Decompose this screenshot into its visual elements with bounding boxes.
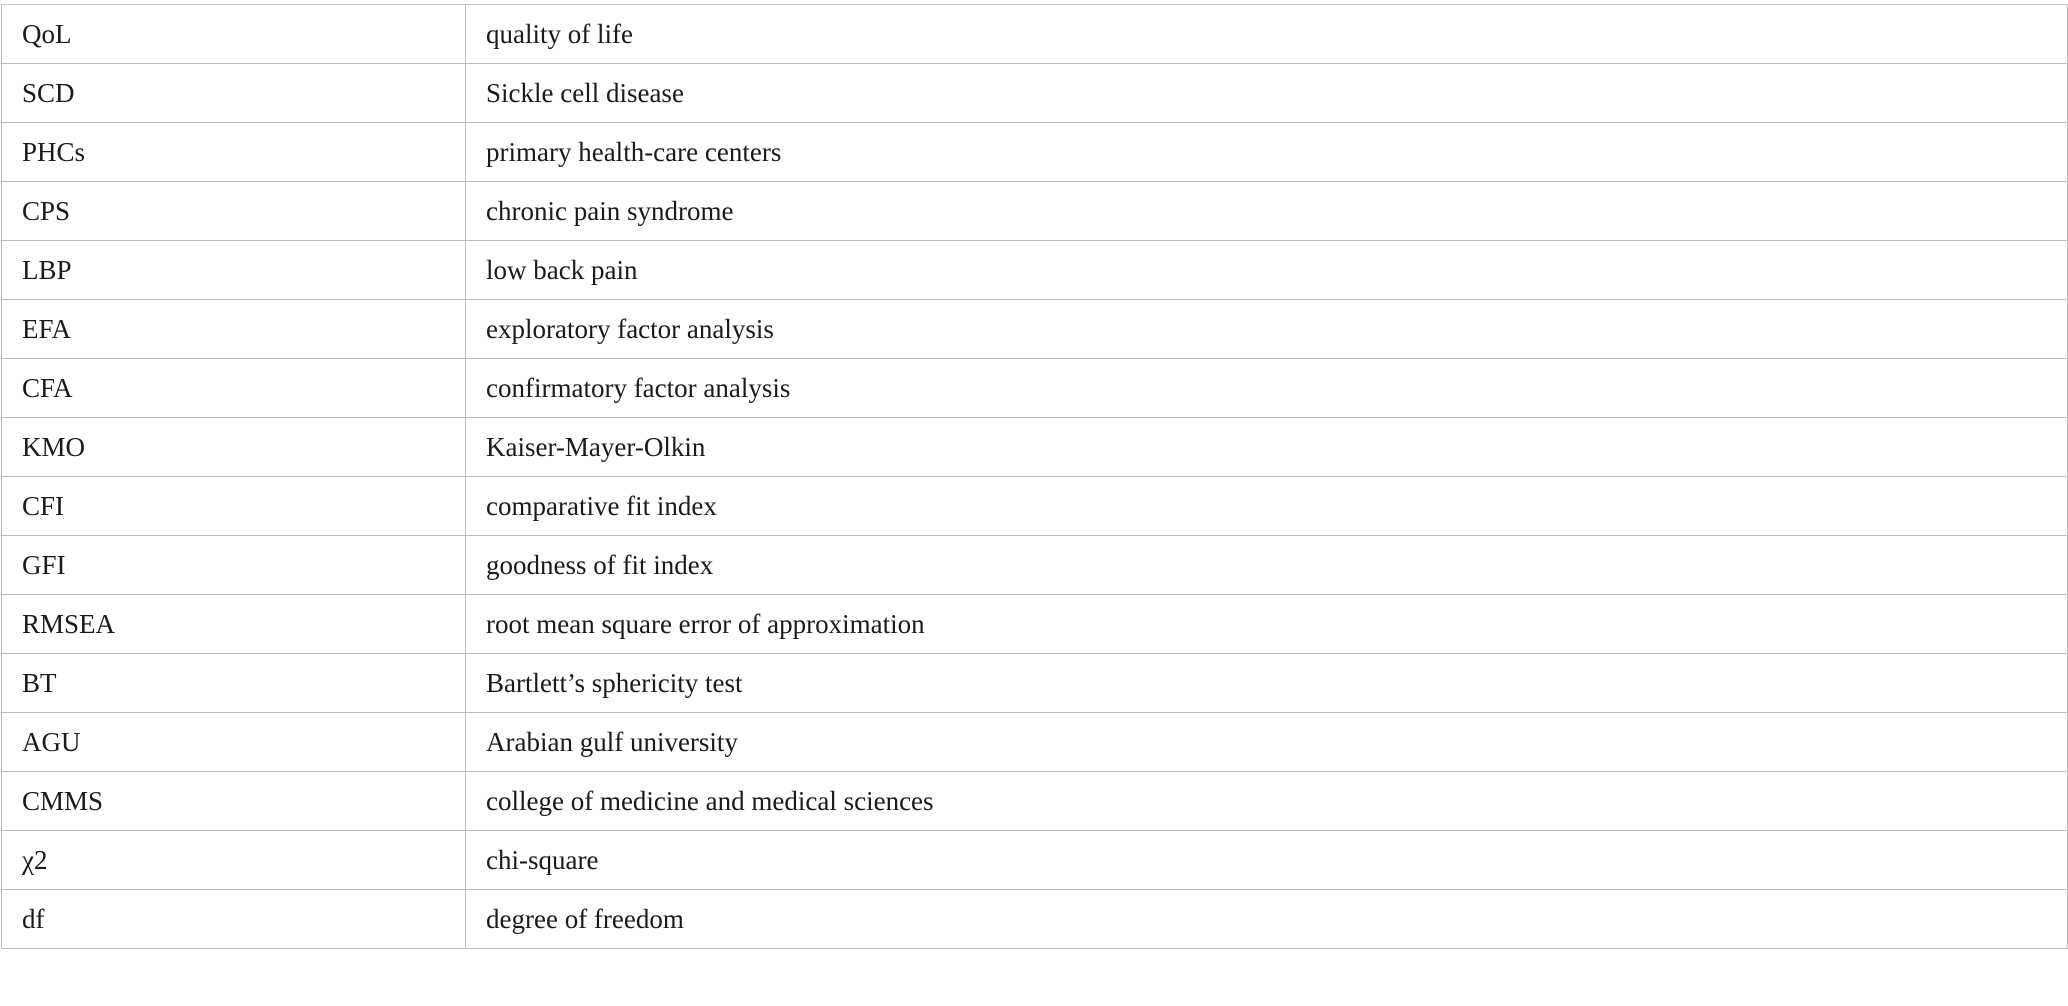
definition-cell: quality of life — [466, 5, 2068, 64]
abbreviation-cell: CMMS — [2, 772, 466, 831]
definition-cell: low back pain — [466, 241, 2068, 300]
definition-cell: college of medicine and medical sciences — [466, 772, 2068, 831]
table-row — [2, 123, 2068, 182]
abbreviation-cell: CFI — [2, 477, 466, 536]
table-row — [2, 418, 2068, 477]
definition-cell: goodness of fit index — [466, 536, 2068, 595]
table-row — [2, 5, 2068, 64]
definition-cell: exploratory factor analysis — [466, 300, 2068, 359]
abbreviation-cell: df — [2, 890, 466, 949]
table-row — [2, 241, 2068, 300]
table-row — [2, 890, 2068, 949]
abbreviation-cell: SCD — [2, 64, 466, 123]
abbreviation-cell: PHCs — [2, 123, 466, 182]
table-row — [2, 654, 2068, 713]
abbreviations-table — [1, 4, 2068, 949]
table-row — [2, 536, 2068, 595]
abbreviation-cell: CPS — [2, 182, 466, 241]
definition-cell: Bartlett’s sphericity test — [466, 654, 2068, 713]
abbreviation-cell: RMSEA — [2, 595, 466, 654]
table-row — [2, 772, 2068, 831]
definition-cell: Kaiser-Mayer-Olkin — [466, 418, 2068, 477]
abbreviation-cell: CFA — [2, 359, 466, 418]
definition-cell: root mean square error of approximation — [466, 595, 2068, 654]
abbreviation-cell: BT — [2, 654, 466, 713]
table-row — [2, 300, 2068, 359]
table-row — [2, 359, 2068, 418]
table-row — [2, 477, 2068, 536]
definition-cell: chronic pain syndrome — [466, 182, 2068, 241]
abbreviation-cell: AGU — [2, 713, 466, 772]
table-row — [2, 64, 2068, 123]
abbreviation-cell: χ2 — [2, 831, 466, 890]
definition-cell: degree of freedom — [466, 890, 2068, 949]
definition-cell: Arabian gulf university — [466, 713, 2068, 772]
abbreviation-cell: LBP — [2, 241, 466, 300]
definition-cell: comparative fit index — [466, 477, 2068, 536]
abbreviations-table-container — [1, 4, 2068, 949]
table-row — [2, 831, 2068, 890]
table-row — [2, 713, 2068, 772]
abbreviation-cell: GFI — [2, 536, 466, 595]
abbreviations-table-body — [2, 5, 2068, 949]
table-row — [2, 595, 2068, 654]
definition-cell: chi-square — [466, 831, 2068, 890]
abbreviation-cell: KMO — [2, 418, 466, 477]
abbreviation-cell: QoL — [2, 5, 466, 64]
table-row — [2, 182, 2068, 241]
definition-cell: confirmatory factor analysis — [466, 359, 2068, 418]
definition-cell: Sickle cell disease — [466, 64, 2068, 123]
abbreviation-cell: EFA — [2, 300, 466, 359]
definition-cell: primary health-care centers — [466, 123, 2068, 182]
